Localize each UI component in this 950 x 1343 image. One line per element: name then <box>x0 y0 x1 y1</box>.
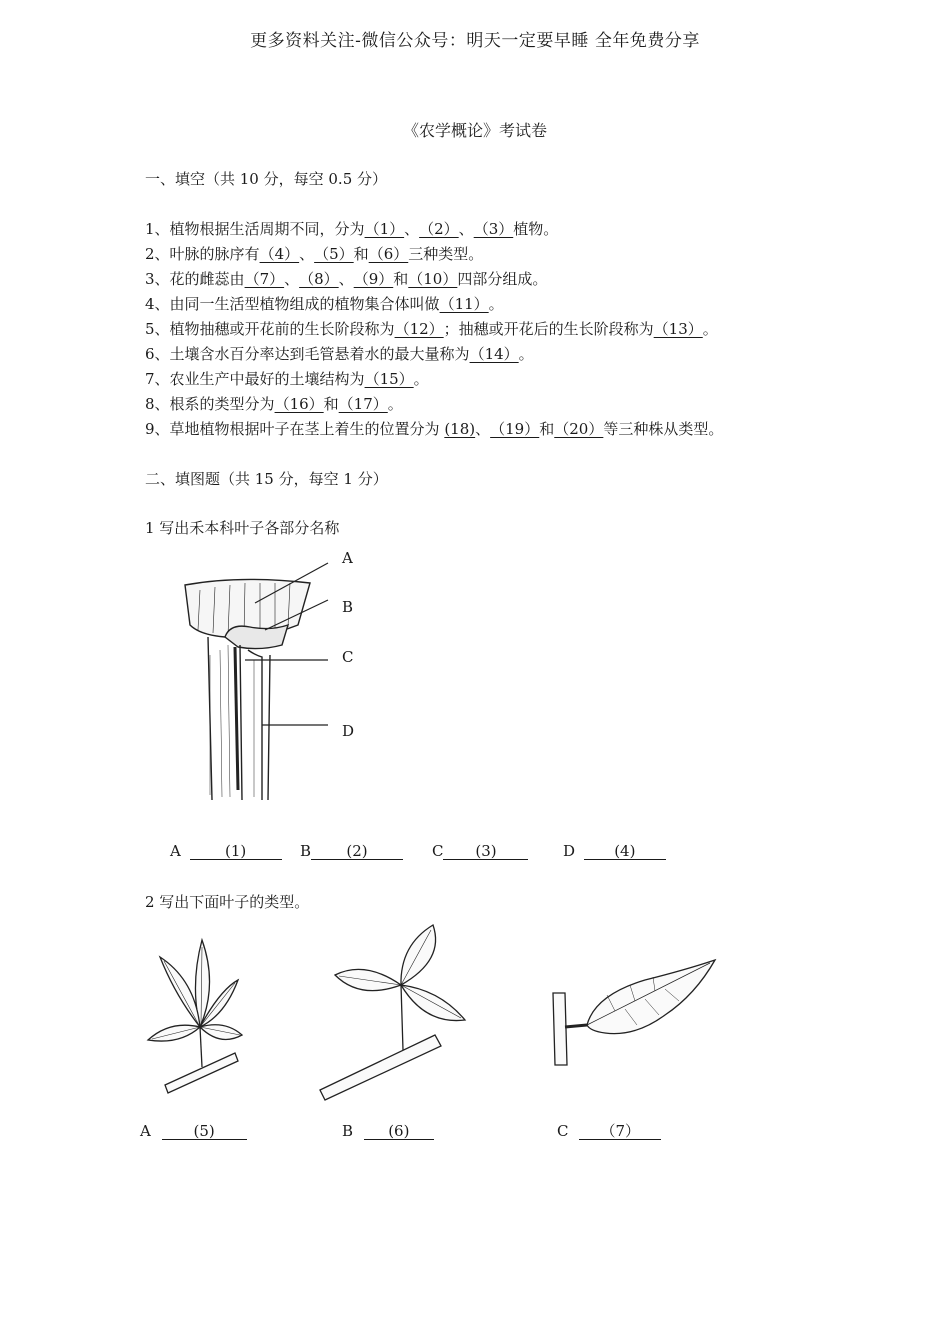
question-number: 5、 <box>145 320 170 338</box>
answer-blank: （7） <box>244 270 285 288</box>
question-text: 叶脉的脉序有 <box>169 245 260 263</box>
answer-blank: （14） <box>469 345 519 363</box>
question-6 <box>145 343 534 364</box>
question-text: 草地植物根据叶子在茎上着生的位置分为 <box>169 420 445 438</box>
question-number: 6、 <box>145 345 170 363</box>
question-text: 农业生产中最好的土壤结构为 <box>169 370 365 388</box>
question-number: 9、 <box>145 420 170 438</box>
question-number: 2、 <box>145 245 170 263</box>
answer-blank: （20） <box>554 420 604 438</box>
question-9 <box>145 418 723 439</box>
header-banner: 更多资料关注-微信公众号：明天一定要早睡 全年免费分享 <box>250 31 700 51</box>
grass-leaf-diagram <box>170 545 370 810</box>
question-text: 三种类型。 <box>408 245 484 263</box>
question-3 <box>145 268 547 289</box>
question-8 <box>145 393 403 414</box>
question-text: 。 <box>518 345 534 363</box>
answer-blank: （13） <box>653 320 703 338</box>
question-text: 、 <box>404 220 420 238</box>
q1-answer-b: B (2) <box>300 842 403 860</box>
answer-blank: （12） <box>394 320 444 338</box>
question-text: 和 <box>323 395 339 413</box>
leaf-c-illustration <box>545 955 720 1075</box>
question-text: 土壤含水百分率达到毛管悬着水的最大量称为 <box>169 345 470 363</box>
answer-blank: （5） <box>314 245 354 263</box>
q1-answer-d: D (4) <box>563 842 666 860</box>
question-5 <box>145 318 718 339</box>
question-text: 和 <box>393 270 409 288</box>
answer-blank: （19） <box>490 420 540 438</box>
answer-blank: （2） <box>419 220 459 238</box>
question-text: 。 <box>387 395 403 413</box>
diagram-label-a: A <box>342 549 353 567</box>
question-text: 根系的类型分为 <box>169 395 275 413</box>
question-text: 和 <box>539 420 555 438</box>
q1-answer-c: C (3) <box>432 842 528 860</box>
question-number: 3、 <box>145 270 170 288</box>
leaf-b-illustration <box>315 920 475 1105</box>
answer-blank: （4） <box>259 245 300 263</box>
answer-blank: （16） <box>274 395 324 413</box>
question-number: 4、 <box>145 295 170 313</box>
q2-answer-c: C （7） <box>557 1122 661 1140</box>
diagram-label-b: B <box>342 598 354 616</box>
answer-blank: （8） <box>299 270 339 288</box>
answer-blank: （6） <box>368 245 409 263</box>
question-1 <box>145 218 558 239</box>
section2-heading: 二、填图题（共 15 分，每空 1 分） <box>145 470 388 488</box>
exam-title: 《农学概论》考试卷 <box>402 121 547 140</box>
q2-prompt: 2 写出下面叶子的类型。 <box>145 893 310 911</box>
answer-blank: （3） <box>473 220 514 238</box>
question-text: 、 <box>475 420 491 438</box>
question-text: 和 <box>353 245 369 263</box>
question-number: 1、 <box>145 220 170 238</box>
question-text: 植物抽穗或开花前的生长阶段称为 <box>169 320 395 338</box>
answer-blank: （15） <box>364 370 414 388</box>
question-text: 、 <box>338 270 354 288</box>
question-text: 植物根据生活周期不同，分为 <box>169 220 365 238</box>
question-4 <box>145 293 504 314</box>
question-text: 。 <box>488 295 504 313</box>
question-text: 、 <box>299 245 315 263</box>
q2-answer-b: B (6) <box>342 1122 434 1140</box>
leaf-a-illustration <box>140 935 250 1100</box>
answer-blank: （10） <box>408 270 458 288</box>
question-number: 7、 <box>145 370 170 388</box>
q2-answer-a: A (5) <box>140 1122 247 1140</box>
question-text: 等三种株从类型。 <box>603 420 724 438</box>
diagram-label-d: D <box>342 722 355 740</box>
question-text: 。 <box>413 370 429 388</box>
answer-blank: （1） <box>364 220 405 238</box>
question-7 <box>145 368 429 389</box>
question-text: 、 <box>458 220 474 238</box>
question-text: 四部分组成。 <box>457 270 548 288</box>
question-text: 。 <box>702 320 718 338</box>
answer-blank: （9） <box>353 270 394 288</box>
question-text: 由同一生活型植物组成的植物集合体叫做 <box>169 295 440 313</box>
question-text: 植物。 <box>513 220 559 238</box>
question-text: 、 <box>284 270 300 288</box>
diagram-label-c: C <box>342 648 354 666</box>
question-text: 花的雌蕊由 <box>169 270 245 288</box>
question-2 <box>145 243 483 264</box>
answer-blank: (18) <box>444 420 476 438</box>
section1-heading: 一、填空（共 10 分，每空 0.5 分） <box>145 170 388 188</box>
question-text: ；抽穗或开花后的生长阶段称为 <box>443 320 654 338</box>
answer-blank: （17） <box>338 395 388 413</box>
q1-prompt: 1 写出禾本科叶子各部分名称 <box>145 519 340 537</box>
answer-blank: （11） <box>439 295 489 313</box>
question-number: 8、 <box>145 395 170 413</box>
q1-answer-a: A (1) <box>170 842 282 860</box>
